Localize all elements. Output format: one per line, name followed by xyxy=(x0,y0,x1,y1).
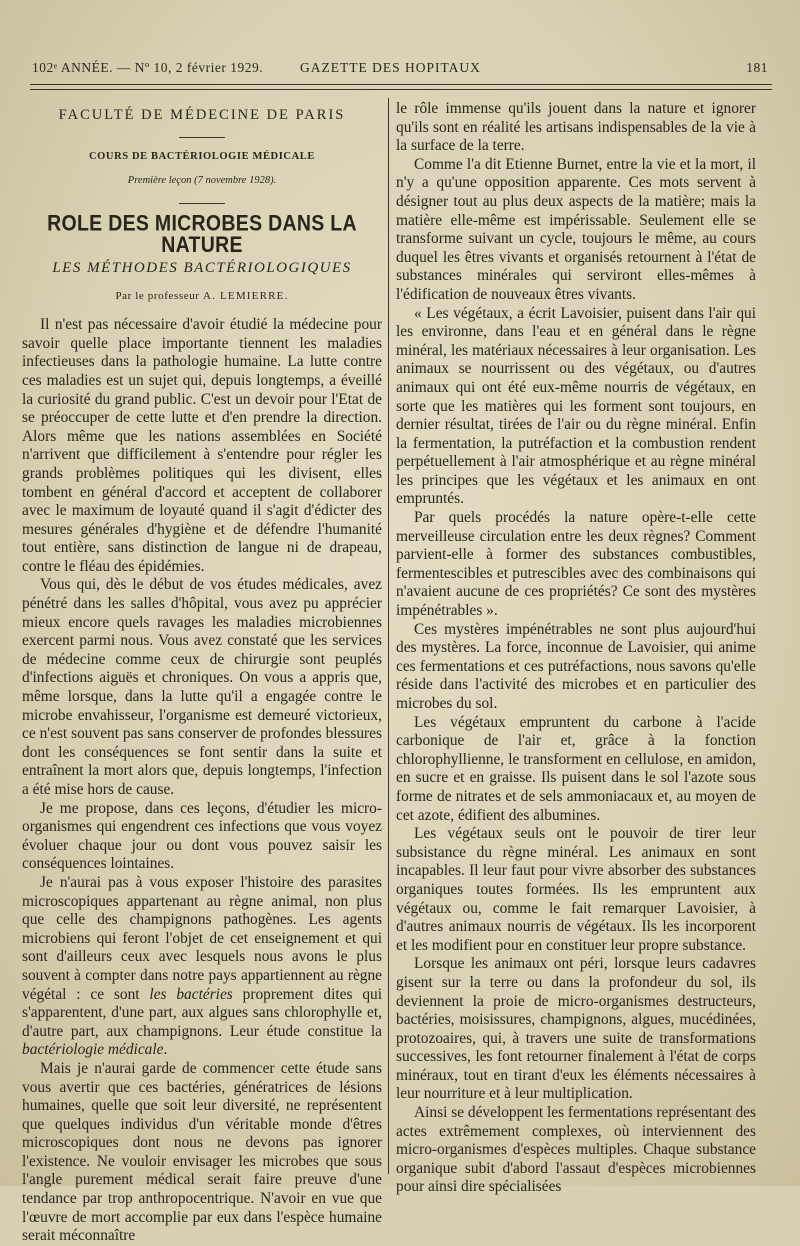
paragraph: Par quels procédés la nature opère-t-elle cette merveilleuse circulation entre les deux règnes? Comment parvient-elle à former des substances combustibles, fermentescibles et putrescibles avec des combinaisons qui n'avaient aucune de ces propriétés? Ce sont des mystères impénétrables ». xyxy=(396,509,756,620)
page-header xyxy=(32,60,768,80)
paragraph: le rôle immense qu'ils jouent dans la nature et ignorer qu'ils sont en réalité les artisans indispensables de la vie à la surface de la terre. xyxy=(396,100,756,155)
title-rule-2 xyxy=(179,203,225,204)
left-column xyxy=(22,100,382,1246)
page-number: 181 xyxy=(746,60,768,75)
faculty-title: FACULTÉ DE MÉDECINE DE PARIS xyxy=(58,107,346,123)
course-title: COURS DE BACTÉRIOLOGIE MÉDICALE xyxy=(88,150,315,162)
paragraph: Il n'est pas nécessaire d'avoir étudié la médecine pour savoir quelle place importante tiennent les maladies infectieuses dans la pathologie humaine. La lutte contre ces maladies est un sujet qui, depuis longtemps, a éveillé la curiosité du grand public. C'est un devoir pour l'Etat de se préoccuper de cette lutte et d'en prendre la direction. Alors même que les nations assemblées en Société n'arrivent que difficilement à s'entendre pour régler les grands problèmes politiques qui les divisent, elles tombent en général d'accord et acceptent de collaborer avec le maximum de loyauté quand il s'agit d'édicter des mesures générales d'hygiène et de défendre l'humanité tout entière, sans distinction de langue ni de drapeau, contre le fléau des épidémies. xyxy=(22,316,382,575)
paragraph: Les végétaux seuls ont le pouvoir de tirer leur subsistance du règne minéral. Les animaux en sont incapables. Il leur faut pour vivre absorber des substances organiques toutes formées. Ils les empruntent aux végétaux ou, comme le fait remarquer Lavoisier, à d'autres animaux nourris de végétaux. Ils les incorporent et les modifient pour en constituer leur propre substance. xyxy=(396,825,756,954)
paragraph: Lorsque les animaux ont péri, lorsque leurs cadavres gisent sur la terre ou dans la profondeur du sol, ils deviennent la proie de micro-organismes destructeurs, bactéries, moisissures, champignons, algues, mucédinées, protozoaires, qui, à travers une suite de transformations successives, les font retourner finalement à l'état de corps minéraux, tout en tirant d'eux les éléments nécessaires à leur nourriture et à leur multiplication. xyxy=(396,955,756,1103)
paragraph: Je n'aurai pas à vous exposer l'histoire des parasites microscopiques appartenant au règne animal, non plus que celle des champignons pathogènes. Les agents microbiens qui feront l'objet de cet enseignement et qui sont d'ailleurs ceux avec lesquels nous avons le plus souvent à compter dans notre pays appartiennent au règne végétal : ce sont les bactéries proprement dites qui s'apparentent, d'une part, aux algues sans chlorophylle et, d'autre part, aux champignons. Leur étude constitue la bactériologie médicale. xyxy=(22,873,382,1059)
lesson-date: Première leçon (7 novembre 1928). xyxy=(127,175,277,187)
publication-title: GAZETTE DES HOPITAUX xyxy=(300,60,481,75)
paragraph: Ainsi se développent les fermentations représentant des actes extrêmement complexes, où interviennent des micro-organismes d'espèces multiples. Chaque substance organique subit d'abord l'assaut d'espèces microbiennes pour ainsi dire spécialisées xyxy=(396,1104,756,1196)
header-rule xyxy=(30,84,772,90)
article-subtitle: LES MÉTHODES BACTÉRIOLOGIQUES xyxy=(52,259,352,276)
right-column xyxy=(396,100,756,1197)
issue-info: 102ᵉ ANNÉE. — Nº 10, 2 février 1929. xyxy=(32,60,264,75)
author-prefix: Par le professeur xyxy=(115,289,200,302)
paragraph: Vous qui, dès le début de vos études médicales, avez pénétré dans les salles d'hôpital, vous avez pu apprécier mieux encore quels ravages les maladies microbiennes exercent parmi nous. Vous avez constaté que les services de médecine comme ceux de chirurgie sont peuplés d'infections aiguës et chroniques. On vous a appris que, même lorsque, dans la lutte qu'il a engagée contre le microbe envahisseur, l'organisme est demeuré victorieux, ce n'est souvent pas sans conserver de profondes blessures dont les conséquences se font sentir dans la suite et entraînent la mort alors que, depuis longtemps, l'infection a été mise hors de cause. xyxy=(22,576,382,798)
title-rule xyxy=(179,137,225,138)
author-line xyxy=(22,287,382,306)
article-title: ROLE DES MICROBES DANS LA NATURE xyxy=(47,211,357,257)
paragraph: Comme l'a dit Etienne Burnet, entre la vie et la mort, il n'y a qu'une opposition apparente. Ces mots servent à désigner tout au plus deux aspects de la matière; mais la matière elle-même est impérissable. Seulement elle se transforme suivant un cycle, toujours le même, au cours duquel les êtres vivants et organisés retournent à l'état de substances minérales qui serviront elles-mêmes à l'édification de nouveaux êtres vivants. xyxy=(396,155,756,303)
paragraph: Ces mystères impénétrables ne sont plus aujourd'hui des mystères. La force, inconnue de Lavoisier, qui anime ces fermentations et ces putréfactions, nous savons qu'elle réside dans l'activité des microbes et en particulier des microbes du sol. xyxy=(396,620,756,712)
author-name: A. LEMIERRE. xyxy=(202,289,289,302)
paragraph: Mais je n'aurai garde de commencer cette étude sans vous avertir que ces bactéries, génératrices de lésions humaines, quelle que soit leur diversité, ne représentent que quelques individus d'un véritable monde d'êtres microscopiques dont nous ne devons pas ignorer l'existence. Ne vouloir envisager les microbes que sous l'angle purement médical serait faire preuve d'une tendance par trop anthropocentrique. N'avoir en vue que l'œuvre de mort accomplie par eux dans l'espèce humaine serait méconnaître xyxy=(22,1059,382,1245)
paragraph: « Les végétaux, a écrit Lavoisier, puisent dans l'air qui les environne, dans l'eau et en général dans le règne minéral, les matériaux nécessaires à leur organisation. Les animaux se nourrissent ou des végétaux, ou d'autres animaux qui ont été eux-même nourris de végétaux, en sorte que les matières qui les forment sont toujours, en dernier résultat, tirées de l'air ou du règne minéral. Enfin la fermentation, la putréfaction et la combustion rendent perpétuellement à l'air atmosphérique et au règne minéral les principes que les végétaux et les animaux en ont empruntés. xyxy=(396,304,756,508)
column-divider xyxy=(388,98,389,1174)
paragraph: Les végétaux empruntent du carbone à l'acide carbonique de l'air et, grâce à la fonction chlorophyllienne, le transforment en cellulose, en amidon, en sucre et en graisse. Ils puisent dans le sol l'azote sous forme de nitrates et de sels ammoniacaux et, au moyen de cet azote, édifient des albumines. xyxy=(396,713,756,824)
paragraph: Je me propose, dans ces leçons, d'étudier les micro-organismes qui engendrent ces infections que vous voyez évoluer chaque jour ou dont vous pouvez saisir les conséquences lointaines. xyxy=(22,799,382,873)
